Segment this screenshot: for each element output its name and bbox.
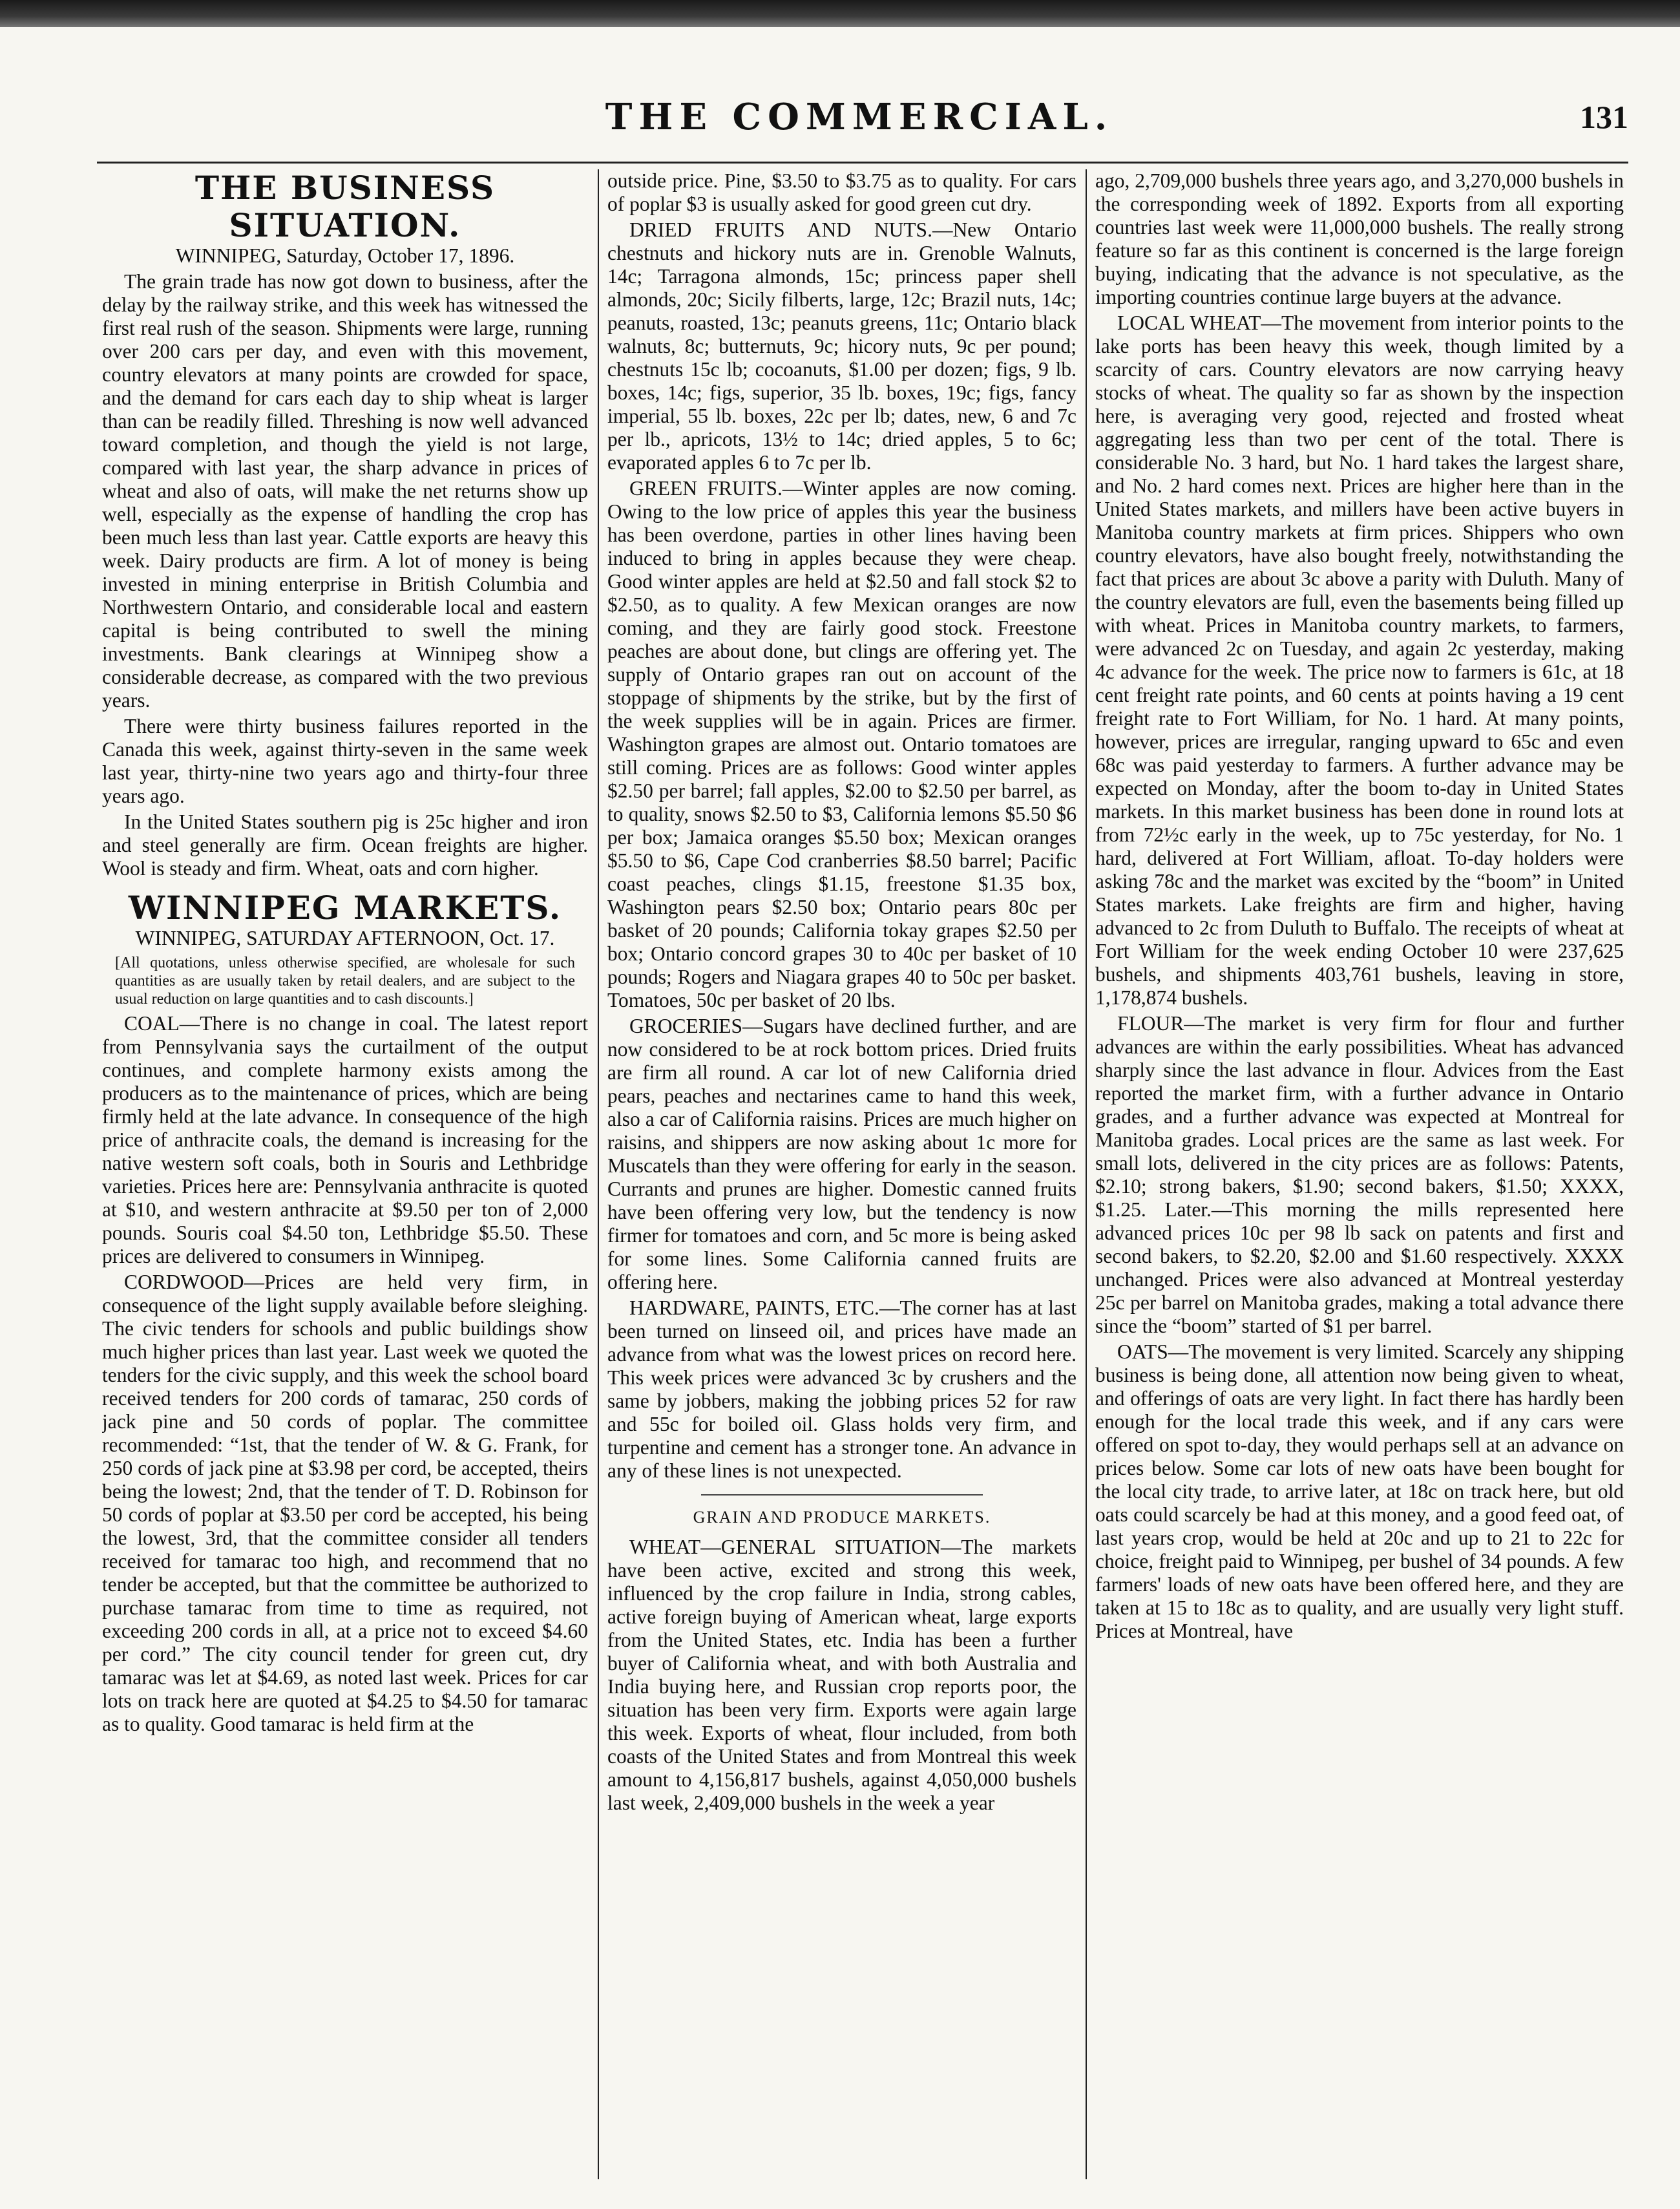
column-1 xyxy=(102,169,588,2179)
cordwood-text: Prices are held very firm, in consequence of the light supply available before sleighing. The civic tenders for schools and public buildings show much higher prices than last year. Last week we quoted the tenders for the civic supply, and this week the school board received tenders for 200 cords of tamarac, 250 cords of jack pine and 50 cords of poplar. The committee recommended: “1st, that the tender of W. & G. Frank, for 250 cords of jack pine at $3.98 per cord, be accepted, theirs being the lowest; 2nd, that the tender of T. D. Robinson for 50 cords of poplar at $3.50 per cord be accepted, his being the lowest, 3rd, that the committee consider all tenders received for tamarac too high, and recommend that no tender be accepted, but that the committee be authorized to purchase tamarac from time to time as required, not exceeding 200 cords in all, at a price not to exceed $4.60 per cord.” The city council tender for green cut, dry tamarac was let at $4.69, as noted last week. Prices for car lots on track here are quoted at $4.25 to $4.50 for tamarac as to quality. Good tamarac is held firm at the xyxy=(102,1271,588,1735)
groceries-lead: GROCERIES— xyxy=(629,1015,763,1037)
publication-title: THE COMMERCIAL. xyxy=(605,96,1114,138)
business-dateline: WINNIPEG, Saturday, October 17, 1896. xyxy=(175,244,515,267)
flour-text: The market is very firm for flour and further advances are within the early possibilities. Wheat has advanced sharply since the last advance in flour. Advices from the East reported the market firm, with a further advance in Ontario grades, and a further advance was expected at Montreal for Manitoba grades. Local prices are the same as last week. For small lots, delivered in the city prices are as follows: Patents, $2.10; strong bakers, $1.90; second bakers, $1.50; XXXX, $1.25. Later.—This morning the mills represented here advanced prices 10c per 98 lb sack on patents and first and second bakers, to $2.20, $2.00 and $1.60 respectively. XXXX unchanged. Prices were also advanced at Montreal yesterday 25c per barrel on Manitoba grades, making a total advance there since the “boom” started of $1 per barrel. xyxy=(1095,1012,1624,1337)
dried-fruits-text: New Ontario chestnuts and hickory nuts are in. Grenoble Walnuts, 14c; Tarragona almonds, 15c; princess paper shell almonds, 20c; Sicily filberts, large, 12c; Brazil nuts, 14c; peanuts, roasted, 13c; peanuts greens, 11c; Ontario black walnuts, 8c; butternuts, 9c; hicory nuts, 9c per pound; chestnuts 15c lb; cocoanuts, $1.00 per dozen; figs, 9 lb. boxes, 14c; figs, superior, 35 lb. boxes, 19c; figs, fancy imperial, 55 lb. boxes, 22c per lb; dates, new, 6 and 7c per lb., apricots, 13½ to 14c; dried apples, 5 to 6c; evaporated apples 6 to 7c per lb. xyxy=(607,218,1076,474)
hardware-lead: HARDWARE, PAINTS, ETC.— xyxy=(629,1296,900,1319)
wheat-general-paragraph xyxy=(607,1536,1076,1815)
groceries-paragraph xyxy=(607,1015,1076,1294)
column-2 xyxy=(607,169,1076,2179)
business-paragraph-2: There were thirty business failures reported in the Canada this week, against thirty-seven in the same week last year, thirty-nine two years ago and thirty-four three years ago. xyxy=(102,715,588,807)
masthead xyxy=(90,90,1628,142)
cordwood-lead: CORDWOOD— xyxy=(124,1271,264,1293)
flour-paragraph xyxy=(1095,1012,1624,1338)
hardware-paragraph xyxy=(607,1296,1076,1483)
markets-dateline: WINNIPEG, SATURDAY AFTERNOON, Oct. 17. xyxy=(135,927,555,949)
green-fruits-lead: GREEN FRUITS.— xyxy=(629,477,803,500)
wheat-general-lead: WHEAT—GENERAL SITUATION— xyxy=(629,1536,961,1558)
wheat-general-text: The markets have been active, excited and strong this week, influenced by the crop failure in India, strong cables, active foreign buying of American wheat, large exports from the United States, etc. India has been a further buyer of California wheat, and with both Australia and India buying here, and Russian crop reports poor, the situation has been very firm. Exports were again large this week. Exports of wheat, flour included, from both coasts of the United States and from Montreal this week amount to 4,156,817 bushels, against 4,050,000 bushels last week, 2,409,000 bushels in the week a year xyxy=(607,1536,1076,1814)
header-rule xyxy=(97,162,1628,164)
groceries-text: Sugars have declined further, and are now considered to be at rock bottom prices. Dried fruits are firm all round. A car lot of new California dried pears, peaches and nectarines came to hand this week, also a car of California raisins. Prices are much higher on raisins, and shippers are now asking about 1c more for Muscatels than they were offering for early in the season. Currants and prunes are higher. Domestic canned fruits have been offering very low, but the tendency is now firmer for tomatoes and corn, and 5c more is being asked for some lines. Some California canned fruits are offering here. xyxy=(607,1015,1076,1293)
column-divider-2 xyxy=(1086,169,1087,2179)
scan-edge-bar xyxy=(0,0,1680,27)
column-divider-1 xyxy=(598,169,599,2179)
oats-text: The movement is very limited. Scarcely any shipping business is being done, all attention now being given to wheat, and offerings of oats are very light. In fact there has hardly been enough for the local trade this week, and if any cars were offered on spot to-day, they would perhaps sell at an advance on prices below. Some car lots of new oats have been bought for the local city trade, to arrive later, at 18c on track here, but old oats could scarcely be had at this money, and a good feed oat, of last years crop, would be held at 20c and up to 21 to 22c for choice, freight paid to Winnipeg, per bushel of 34 pounds. A few farmers' loads of new oats have been offered here, and they are taken at 15 to 18c as to quality, and are usually very light stuff. Prices at Montreal, have xyxy=(1095,1340,1624,1642)
business-situation-headline: THE BUSINESS SITUATION. xyxy=(194,169,496,244)
local-wheat-lead: LOCAL WHEAT— xyxy=(1117,312,1281,334)
dried-fruits-lead: DRIED FRUITS AND NUTS.— xyxy=(629,218,953,241)
column-3 xyxy=(1095,169,1624,2179)
cordwood-paragraph xyxy=(102,1271,588,1736)
business-paragraph-3: In the United States southern pig is 25c higher and iron and steel generally are firm. Ocean freights are higher. Wool is steady and firm. Wheat, oats and corn higher. xyxy=(102,810,588,880)
grain-produce-subhead: GRAIN AND PRODUCE MARKETS. xyxy=(693,1508,991,1527)
section-separator xyxy=(701,1494,983,1496)
local-wheat-paragraph xyxy=(1095,312,1624,1009)
business-paragraph-1: The grain trade has now got down to business, after the delay by the railway strike, and this week has witnessed the first real rush of the season. Shipments were large, running over 200 cars per day, and even with this movement, country elevators at many points are crowded for space, and the demand for cars each day to ship wheat is larger than can be readily filled. Threshing is now well advanced toward completion, and though the yield is not large, compared with last year, the sharp advance in prices of wheat and also of oats, will make the net returns show up well, especially as the expense of handling the crop has been much less than last year. Cattle exports are heavy this week. Dairy products are firm. A lot of money is being invested in mining enterprise in British Columbia and Northwestern Ontario, and considerable local and eastern capital is being contributed to swell the mining investments. Bank clearings at Winnipeg show a considerable decrease, as compared with the two previous years. xyxy=(102,270,588,712)
coal-text: There is no change in coal. The latest report from Pennsylvania says the curtailment of the output continues, and complete harmony exists among the producers as to the maintenance of prices, which are being firmly held at the late advance. In consequence of the high price of anthracite coals, the demand is increasing for the native western soft coals, both in Souris and Lethbridge varieties. Prices here are: Pennsylvania anthracite is quoted at $10, and western anthracite at $9.50 per ton of 2,000 pounds. Souris coal $4.50 ton, Lethbridge $5.50. These prices are delivered to consumers in Winnipeg. xyxy=(102,1012,588,1267)
page-number: 131 xyxy=(1580,99,1628,135)
wheat-continued: ago, 2,709,000 bushels three years ago, and 3,270,000 bushels in the corresponding week of 1892. Exports from all exporting countries last week were 11,000,000 bushels. The really strong feature so far as this continent is concerned is the large foreign buying, indicating that the advance is not speculative, as the importing countries continue large buyers at the advance. xyxy=(1095,169,1624,308)
local-wheat-text: The movement from interior points to the lake ports has been heavy this week, though limited by a scarcity of cars. Country elevators are now carrying heavy stocks of wheat. The quality so far as shown by the inspection here, is averaging very good, rejected and frosted wheat aggregating less than two per cent of the total. There is considerable No. 3 hard, but No. 1 hard takes the largest share, and No. 2 hard comes next. Prices are higher here than in the United States markets, and millers have been active buyers in Manitoba country markets at firm prices. Shippers who own country elevators, have also bought freely, notwithstanding the fact that prices are about 3c above a parity with Duluth. Many of the country elevators are full, even the basements being filled up with wheat. Prices in Manitoba country markets, to farmers, were advanced 2c on Tuesday, and again 2c yesterday, making 4c advance for the week. The price now to farmers is 61c, at 18 cent freight rate points, and 60 cents at points having a 19 cent freight rate to Fort William, for No. 1 hard. At many points, however, prices are irregular, ranging upward to 65c and even 68c was paid yesterday to farmers. A further advance may be expected on Monday, after the boom to-day in United States markets. In this market business has been done in round lots at from 72½c early in the week, up to 75c yesterday, for No. 1 hard, delivered at Fort William, afloat. To-day holders were asking 78c and the market was excited by the “boom” in United States markets. Lake freights are firm and higher, having advanced to 2c from Duluth to Buffalo. The receipts of wheat at Fort William for the week ending October 10 were 237,625 bushels, and shipments 403,761 bushels, leaving in store, 1,178,874 bushels. xyxy=(1095,312,1624,1009)
oats-paragraph xyxy=(1095,1340,1624,1643)
flour-lead: FLOUR— xyxy=(1117,1012,1204,1035)
coal-lead: COAL— xyxy=(124,1012,200,1035)
green-fruits-paragraph xyxy=(607,477,1076,1012)
quotations-note: [All quotations, unless otherwise specified, are wholesale for such quantities as are usually taken by retail dealers, and are subject to the usual reduction on large quantities and to cash discounts.] xyxy=(115,955,575,1008)
green-fruits-text: Winter apples are now coming. Owing to the low price of apples this year the business has been overdone, parties in other lines having been induced to bring in apples because they were cheap. Good winter apples are held at $2.50 and fall stock $2 to $2.50, as to quality. A few Mexican oranges are now coming, and they are fairly good stock. Freestone peaches are about done, but clings are offering yet. The supply of Ontario grapes ran out on account of the stoppage of shipments by the strike, but by the first of the week supplies will be in again. Prices are firmer. Washington grapes are almost out. Ontario tomatoes are still coming. Prices are as follows: Good winter apples $2.50 per barrel; fall apples, $2.00 to $2.50 per barrel, as to quality, snows $2.50 to $3, California lemons $5.50 $6 per box; Jamaica oranges $5.50 box; Mexican oranges $5.50 to $6, Cape Cod cranberries $8.50 barrel; Pacific coast peaches, clings $1.15, freestone $1.35 box, Washington pears $2.50 box; Ontario pears 80c per basket of 20 pounds; California tokay grapes $2.50 per box; Ontario concord grapes 30 to 40c per basket of 10 pounds; Rogers and Niagara grapes 40 to 50c per basket. Tomatoes, 50c per basket of 20 lbs. xyxy=(607,477,1076,1011)
oats-lead: OATS— xyxy=(1117,1340,1189,1363)
cordwood-continued: outside price. Pine, $3.50 to $3.75 as to quality. For cars of poplar $3 is usually asked for good green cut dry. xyxy=(607,169,1076,215)
coal-paragraph xyxy=(102,1012,588,1268)
dried-fruits-paragraph xyxy=(607,218,1076,474)
hardware-text: The corner has at last been turned on linseed oil, and prices have made an advance from what was the lowest prices on record here. This week prices were advanced 3c by crushers and the same by jobbers, making the jobbing prices 52 for raw and 55c for boiled oil. Glass holds very firm, and turpentine and cement has a stronger tone. An advance in any of these lines is not unexpected. xyxy=(607,1296,1076,1482)
winnipeg-markets-headline: WINNIPEG MARKETS. xyxy=(128,889,562,927)
